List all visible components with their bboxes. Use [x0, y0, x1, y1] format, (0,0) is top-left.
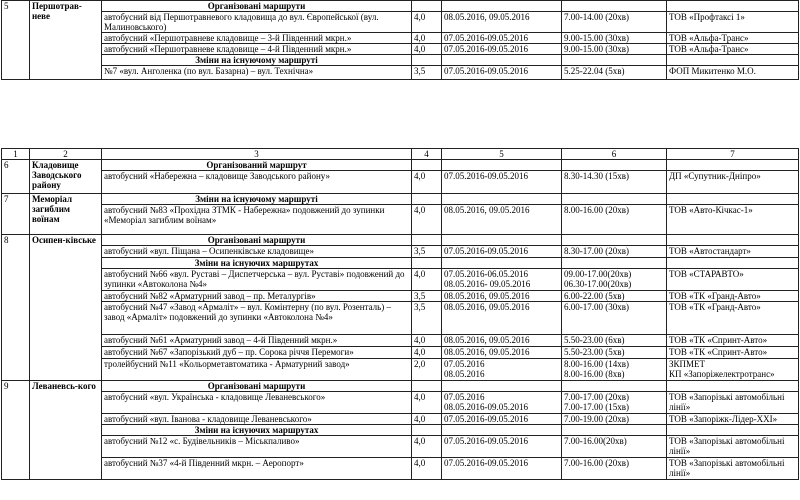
location-name: Кладовище Заводського району	[30, 160, 102, 194]
route-cell: автобусний «вул. Піщана – Осипенківське кладовище»	[102, 246, 412, 258]
dates-line: 08.05.2016- 09.05.2016	[444, 279, 531, 289]
route-cell: автобусний «Першотравневе кладовище – 4-й Південний мкрн.»	[102, 44, 412, 55]
table-row	[2, 302, 799, 335]
operator-cell: ДП «Супутник-Дніпро»	[667, 171, 799, 194]
capacity-cell: 4,0	[412, 335, 442, 347]
operator-cell: ТОВ «Профтаксі 1»	[667, 12, 799, 33]
capacity-cell: 3,5	[412, 291, 442, 302]
capacity-cell: 4,0	[412, 392, 442, 414]
capacity-cell: 3,5	[412, 246, 442, 258]
location-name: Першотрав-неве	[30, 1, 102, 80]
location-name: Леваневсь-кого	[30, 381, 102, 480]
time-cell: 5.25-22.04 (5хв)	[562, 66, 667, 80]
dates-cell	[442, 392, 562, 414]
schedule-table-top	[1, 0, 799, 80]
section-subheading: Зміни на існуючому маршруті	[102, 55, 412, 66]
capacity-cell: 2,0	[412, 359, 442, 381]
time-line: 7.00-17.00 (20хв)	[564, 392, 629, 402]
dates-cell: 08.05.2016, 09.05.2016	[442, 291, 562, 302]
time-cell: 8.30-17.00 (20хв)	[562, 246, 667, 258]
column-header: 7	[667, 149, 799, 160]
time-cell: 5.50-23.00 (5хв)	[562, 347, 667, 359]
operator-cell: ТОВ «Запоріжк-Лідер-ХХІ»	[667, 414, 799, 425]
time-line: 06.30-17.00(20хв)	[564, 279, 632, 289]
row-number: 8	[2, 235, 30, 381]
row-number: 9	[2, 381, 30, 480]
capacity-cell: 4,0	[412, 414, 442, 425]
time-cell: 7.00-16.00 (20хв)	[562, 458, 667, 480]
time-cell: 6.00-22.00 (5хв)	[562, 291, 667, 302]
route-cell: автобусний від Першотравневого кладовища до вул. Європейської (вул. Малиновського)	[102, 12, 412, 33]
operator-cell: ТОВ «Запорізькі автомобільні лінії»	[667, 458, 799, 480]
time-cell	[562, 359, 667, 381]
section-subheading: Зміни на існуючих маршрутах	[102, 425, 412, 436]
dates-line: 07.05.2016-06.05.2016	[444, 269, 528, 279]
location-name: Осипен-ківське	[30, 235, 102, 381]
operator-cell: ТОВ «Запорізькі автомобільні лінії»	[667, 392, 799, 414]
operator-line: КП «Запоріжелектротранс»	[669, 369, 775, 379]
table-row	[2, 205, 799, 235]
operator-line: ЗКПМЕТ	[669, 359, 706, 369]
route-cell: автобусний №12 «с. Будівельників – Міськпаливо»	[102, 436, 412, 458]
route-cell: автобусний «вул. Українська - кладовище Леваневського»	[102, 392, 412, 414]
column-header: 2	[30, 149, 102, 160]
table-row	[2, 335, 799, 347]
route-cell: автобусний «Набережна – кладовище Заводського району»	[102, 171, 412, 194]
operator-cell: ТОВ «ТК «Гранд-Авто»	[667, 291, 799, 302]
section-subheading: Організований маршрут	[102, 160, 412, 171]
route-cell: автобусний №82 «Арматурний завод – пр. Металургів»	[102, 291, 412, 302]
route-cell: автобусний №37 «4-й Південний мкрн. – Аеропорт»	[102, 458, 412, 480]
dates-cell: 07.05.2016-09.05.2016	[442, 33, 562, 44]
table-row	[2, 291, 799, 302]
dates-cell	[442, 359, 562, 381]
dates-cell: 08.05.2016, 09.05.2016	[442, 335, 562, 347]
dates-cell: 07.05.2016-09.05.2016	[442, 246, 562, 258]
time-cell: 8.00-16.00 (20хв)	[562, 205, 667, 235]
table-row	[2, 359, 799, 381]
row-number: 6	[2, 160, 30, 194]
operator-cell: ТОВ «Запорізькі автомобільні лінії»	[667, 436, 799, 458]
row-number: 5	[2, 1, 30, 80]
column-header: 3	[102, 149, 412, 160]
section-subheading: Зміни на існуючих маршрутах	[102, 258, 412, 269]
dates-cell: 07.05.2016-09.05.2016	[442, 171, 562, 194]
table-row	[2, 246, 799, 258]
route-cell: автобусний №47 «Завод «Армаліт» – вул. Комінтерну (по вул. Розенталь) – завод «Армаліт» подовжений до зупинки «Автоколона №4»	[102, 302, 412, 335]
time-cell: 9.00-15.00 (30хв)	[562, 33, 667, 44]
route-cell: автобусний №67 «Запорізький дуб – пр. Сорока річчя Перемоги»	[102, 347, 412, 359]
dates-line: 07.05.2016	[444, 392, 485, 402]
operator-cell: ТОВ «Авто-Кічкас-1»	[667, 205, 799, 235]
route-cell: автобусний №83 «Прохідна ЗТМК - Набережна» подовжений до зупинки «Меморіал загиблим воїнам»	[102, 205, 412, 235]
dates-cell: 08.05.2016, 09.05.2016	[442, 205, 562, 235]
dates-cell: 07.05.2016-09.05.2016	[442, 458, 562, 480]
capacity-cell: 4,0	[412, 205, 442, 235]
capacity-cell: 4,0	[412, 347, 442, 359]
time-line: 09.00-17.00(20хв)	[564, 269, 632, 279]
dates-cell: 08.05.2016, 09.05.2016	[442, 347, 562, 359]
capacity-cell: 4,0	[412, 33, 442, 44]
table-row	[2, 269, 799, 291]
table-row	[2, 33, 799, 44]
section-subheading: Організовані маршрути	[102, 235, 412, 246]
operator-cell: ТОВ «Альфа-Транс»	[667, 33, 799, 44]
table-row	[2, 12, 799, 33]
capacity-cell: 4,0	[412, 12, 442, 33]
operator-cell: ТОВ «ТК «Гранд-Авто»	[667, 302, 799, 335]
time-line: 8.00-16.00 (14хв)	[564, 359, 629, 369]
capacity-cell: 4,0	[412, 436, 442, 458]
column-header: 1	[2, 149, 30, 160]
dates-line: 08.05.2016-09.05.2016	[444, 402, 528, 412]
operator-cell: ФОП Микитенко М.О.	[667, 66, 799, 80]
table-row	[2, 171, 799, 194]
operator-cell: ТОВ «ТК «Спринт-Авто»	[667, 335, 799, 347]
table-row	[2, 66, 799, 80]
dates-line: 08.05.2016	[444, 369, 485, 379]
dates-cell	[442, 269, 562, 291]
section-subheading: Організовані маршрути	[102, 1, 412, 12]
time-cell: 9.00-15.00 (30хв)	[562, 44, 667, 55]
column-header: 4	[412, 149, 442, 160]
route-cell: тролейбусний №11 «Кольорметавтоматика - Арматурний завод»	[102, 359, 412, 381]
section-subheading: Зміни на існуючому маршруті	[102, 194, 412, 205]
table-row	[2, 414, 799, 425]
location-name: Меморіал загиблим воїнам	[30, 194, 102, 235]
time-cell: 7.00-16.00(20хв)	[562, 436, 667, 458]
time-cell	[562, 269, 667, 291]
time-line: 7.00-17.00 (15хв)	[564, 402, 629, 412]
dates-line: 07.05.2016	[444, 359, 485, 369]
schedule-table	[1, 148, 799, 480]
table-row	[2, 347, 799, 359]
dates-cell: 07.05.2016-09.05.2016	[442, 66, 562, 80]
operator-cell	[667, 359, 799, 381]
dates-cell: 08.05.2016, 09.05.2016	[442, 302, 562, 335]
dates-cell: 07.05.2016-09.05.2016	[442, 44, 562, 55]
operator-cell: ТОВ «ТК «Спринт-Авто»	[667, 347, 799, 359]
operator-cell: ТОВ «Альфа-Транс»	[667, 44, 799, 55]
column-header: 5	[442, 149, 562, 160]
row-number: 7	[2, 194, 30, 235]
time-cell: 6.00-17.00 (30хв)	[562, 302, 667, 335]
route-cell: автобусний «вул. Іванова - кладовище Леваневського»	[102, 414, 412, 425]
time-cell	[562, 392, 667, 414]
table-row	[2, 436, 799, 458]
section-subheading: Організовані маршрути	[102, 381, 412, 392]
time-line: 8.00-16.00 (8хв)	[564, 369, 625, 379]
capacity-cell: 4,0	[412, 171, 442, 194]
table-row	[2, 458, 799, 480]
capacity-cell: 4,0	[412, 269, 442, 291]
capacity-cell: 4,0	[412, 458, 442, 480]
capacity-cell: 3,5	[412, 66, 442, 80]
dates-cell: 07.05.2016-09.05.2016	[442, 414, 562, 425]
capacity-cell: 4,0	[412, 44, 442, 55]
route-cell: автобусний №66 «вул. Руставі – Диспетчерська – вул. Руставі» подовжений до зупинки «Автоколона №4»	[102, 269, 412, 291]
column-header: 6	[562, 149, 667, 160]
column-header-row	[2, 149, 799, 160]
time-cell: 8.30-14.30 (15хв)	[562, 171, 667, 194]
table-row	[2, 44, 799, 55]
route-cell: автобусний «Першотравневе кладовище – 3-й Південний мкрн.»	[102, 33, 412, 44]
route-cell: №7 «вул. Анголенка (по вул. Базарна) – вул. Технічна»	[102, 66, 412, 80]
time-cell: 7.00-14.00 (20хв)	[562, 12, 667, 33]
route-cell: автобусний №61 «Арматурний завод – 4-й Південний мкрн.»	[102, 335, 412, 347]
table-row	[2, 392, 799, 414]
operator-cell: ТОВ «Автостандарт»	[667, 246, 799, 258]
time-cell: 5.50-23.00 (6хв)	[562, 335, 667, 347]
dates-cell: 07.05.2016-09.05.2016	[442, 436, 562, 458]
capacity-cell: 3,5	[412, 302, 442, 335]
operator-cell: ТОВ «СТАРАВТО»	[667, 269, 799, 291]
time-cell: 7.00-19.00 (20хв)	[562, 414, 667, 425]
dates-cell: 08.05.2016, 09.05.2016	[442, 12, 562, 33]
